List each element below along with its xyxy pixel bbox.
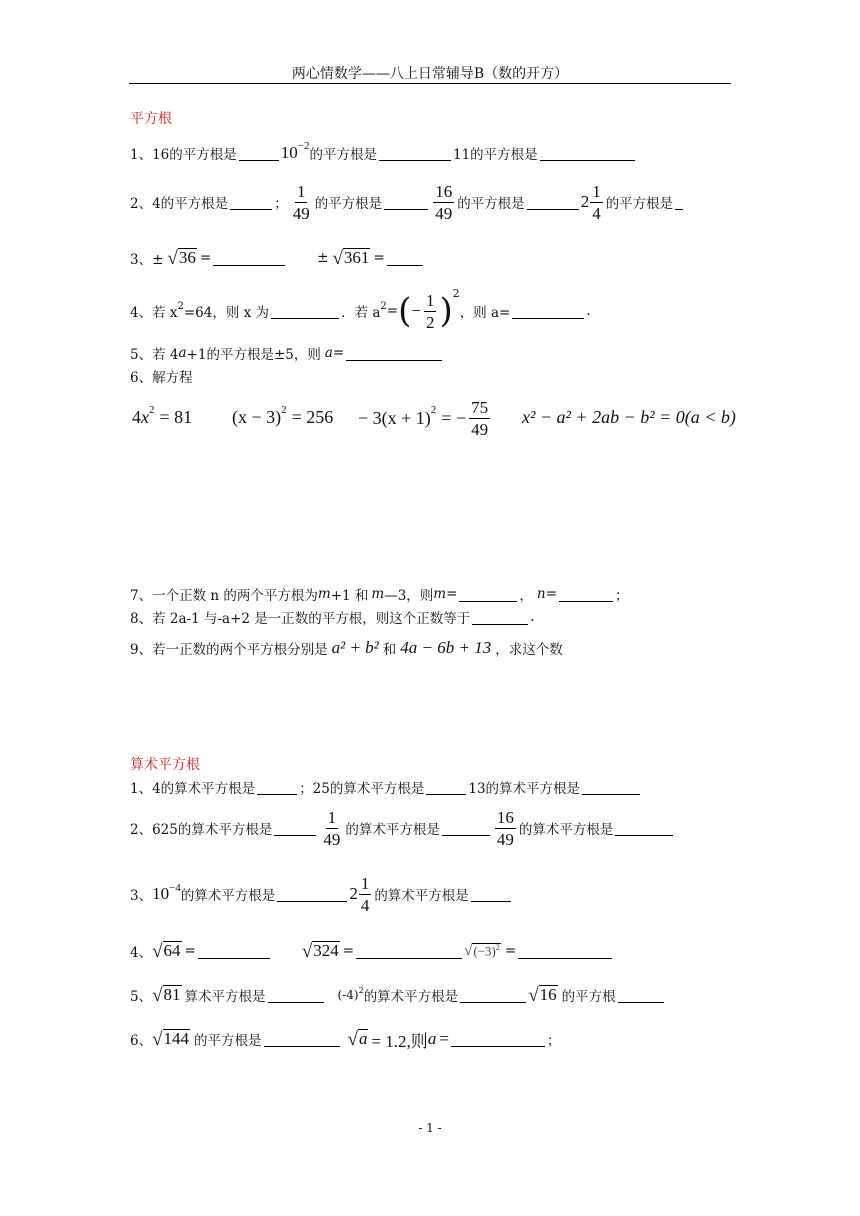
answer-blank[interactable] <box>459 587 517 602</box>
q2-text-c: 的平方根是 <box>457 196 525 212</box>
question-1-5 <box>130 343 444 363</box>
answer-blank[interactable] <box>518 944 612 959</box>
q5-text-b: +1的平方根是±5，则 <box>186 347 321 363</box>
fraction-16-49: $\frac{16}{49}$ <box>435 181 453 223</box>
answer-blank[interactable] <box>460 988 526 1003</box>
exponent: 2 <box>452 287 460 300</box>
left-paren: ( <box>398 291 412 331</box>
answer-blank[interactable] <box>472 610 528 625</box>
sqrt-144: √ 144 <box>152 1028 190 1050</box>
fraction-16-49: $\frac{16}{49}$ <box>496 807 514 849</box>
answer-blank[interactable] <box>271 304 339 319</box>
answer-blank[interactable] <box>582 780 640 795</box>
question-2-3: 3、 10 $^{-4}$ 的算术平方根是 2 $\frac{1}{4}$ 的算术平方根是 <box>130 872 513 916</box>
answer-blank[interactable] <box>387 251 423 266</box>
answer-blank[interactable] <box>198 944 270 959</box>
q2-text-a: 2、4的平方根是 <box>130 196 229 212</box>
variable-a: a <box>324 345 333 361</box>
equation-3: − 3(x + 1) $^2$ = − $\frac{75}{49}$ <box>358 397 489 439</box>
q4-text-e: ，则 a= <box>459 305 511 321</box>
answer-blank[interactable] <box>379 146 451 161</box>
q4-text-b: =64，则 x 为 <box>183 305 270 321</box>
fraction-1-2: $\frac{1}{2}$ <box>425 290 435 332</box>
expression-4a-6b-13: 4a − 6b + 13 <box>400 638 492 657</box>
answer-blank[interactable] <box>442 821 490 836</box>
answer-blank[interactable] <box>615 821 673 836</box>
q1-text-d: 11的平方根是 <box>453 147 538 163</box>
mixed-number-2-1-4: 2 $\frac{1}{4}$ <box>349 873 370 915</box>
question-1-4 <box>130 287 591 335</box>
variable-a: a <box>178 345 187 361</box>
answer-blank[interactable] <box>471 887 511 902</box>
exponent: 2 <box>380 301 387 312</box>
answer-blank[interactable] <box>618 988 664 1003</box>
answer-blank[interactable] <box>426 780 466 795</box>
page-number: - 1 - <box>418 1121 442 1135</box>
equals: = <box>332 345 345 361</box>
question-2-1: 1、4的算术平方根是 ；25的算术平方根是 13的算术平方根是 <box>130 777 642 797</box>
answer-blank[interactable] <box>527 195 579 210</box>
q4-text-d: = <box>386 303 399 319</box>
answer-blank[interactable] <box>257 780 297 795</box>
question-1-7: 7、一个正数 n 的两个平方根为 m +1 和 m —3，则 m = ， n = ； <box>130 586 629 604</box>
answer-blank[interactable] <box>512 304 584 319</box>
answer-blank[interactable] <box>268 988 324 1003</box>
answer-blank[interactable] <box>540 146 635 161</box>
question-1-8: 8、若 2a-1 与-a+2 是一正数的平方根，则这个正数等于 . <box>130 609 535 627</box>
power-exponent: −2 <box>297 140 310 152</box>
q1-text-c: 的平方根是 <box>309 147 377 163</box>
header-rule <box>129 83 731 84</box>
sqrt-64: √ 64 <box>152 940 181 962</box>
q2-text-b: 的平方根是 <box>314 196 383 212</box>
answer-blank[interactable] <box>274 821 316 836</box>
q1-text-a: 1、16的平方根是 <box>130 147 237 163</box>
q2-text-d: 的平方根是 <box>605 196 674 212</box>
answer-blank[interactable] <box>559 587 613 602</box>
answer-blank[interactable] <box>277 887 347 902</box>
sqrt-81: √ 81 <box>152 984 181 1006</box>
minus-sign: − <box>411 301 421 320</box>
answer-blank[interactable] <box>239 146 279 161</box>
answer-blank[interactable] <box>675 195 683 210</box>
question-2-2: 2、625的算术平方根是 $\frac{1}{49}$ 的算术平方根是 $\frac{16}{49}$ 的算术平方根是 <box>130 806 675 850</box>
question-1-1 <box>130 140 637 166</box>
sqrt-neg3-squared: √ $(-3)^2$ <box>464 942 500 959</box>
exponent: 2 <box>177 301 184 312</box>
q4-text-a: 4、若 x <box>130 305 178 321</box>
equation-4: x² − a² + 2ab − b² = 0(a < b) <box>522 406 736 427</box>
separator: ； <box>274 196 288 212</box>
sqrt-361: √ 361 <box>332 247 370 269</box>
question-1-9: 9、若一正数的两个平方根分别是 a² + b² 和 4a − 6b + 13 ，求这个数 <box>130 638 563 658</box>
question-2-4: 4、 √ 64 = √ 324 = √ $(-3)^2$ = <box>130 938 614 964</box>
answer-blank[interactable] <box>451 1032 545 1047</box>
answer-blank[interactable] <box>384 195 428 210</box>
equation-2: (x − 3) $^2$ = 256 <box>232 404 334 427</box>
sqrt-a: √ a <box>347 1028 368 1050</box>
plus-minus: ± <box>317 250 329 266</box>
answer-blank[interactable] <box>264 1032 340 1047</box>
section-title-square-root: 平方根 <box>130 111 172 127</box>
fraction-1-49: $\frac{1}{49}$ <box>323 807 341 849</box>
mixed-number-2-1-4: 2 $\frac{1}{4}$ <box>580 181 601 223</box>
right-paren: ) <box>439 291 453 331</box>
sqrt-324: √ 324 <box>301 940 339 962</box>
question-1-2 <box>130 180 685 224</box>
answer-blank[interactable] <box>213 251 285 266</box>
answer-blank[interactable] <box>346 346 442 361</box>
page-header: 两心情数学——八上日常辅导B（数的开方） <box>291 66 569 82</box>
sqrt-16: √ 16 <box>528 984 557 1006</box>
equals: = <box>373 250 385 266</box>
equation-1: 4 x $^2$ = 81 <box>132 404 193 427</box>
expression-a2-b2: a² + b² <box>331 638 379 657</box>
question-2-6: 6、 √ 144 的平方根是 √ a = 1.2,则 a = ； <box>130 1028 561 1051</box>
answer-blank[interactable] <box>356 944 462 959</box>
question-1-6-label: 6、解方程 <box>130 370 193 386</box>
sqrt-36: √ 36 <box>167 247 196 269</box>
fraction-1-49: $\frac{1}{49}$ <box>292 181 310 223</box>
q4-text-c: ．若 a <box>341 305 381 321</box>
question-1-3 <box>130 245 425 271</box>
power-base: 10 <box>280 143 298 162</box>
answer-blank[interactable] <box>230 195 272 210</box>
question-2-5: 5、 √ 81 算术平方根是 (-4) $^2$ 的算术平方根是 √ 16 的平方根 <box>130 982 666 1008</box>
q5-text-a: 5、若 4 <box>130 347 179 363</box>
section-title-arithmetic-square-root: 算术平方根 <box>130 757 200 773</box>
period: . <box>586 303 591 319</box>
q3-prefix: 3、± <box>130 252 164 268</box>
equals: = <box>199 250 212 266</box>
fraction-75-49: $\frac{75}{49}$ <box>471 397 489 439</box>
